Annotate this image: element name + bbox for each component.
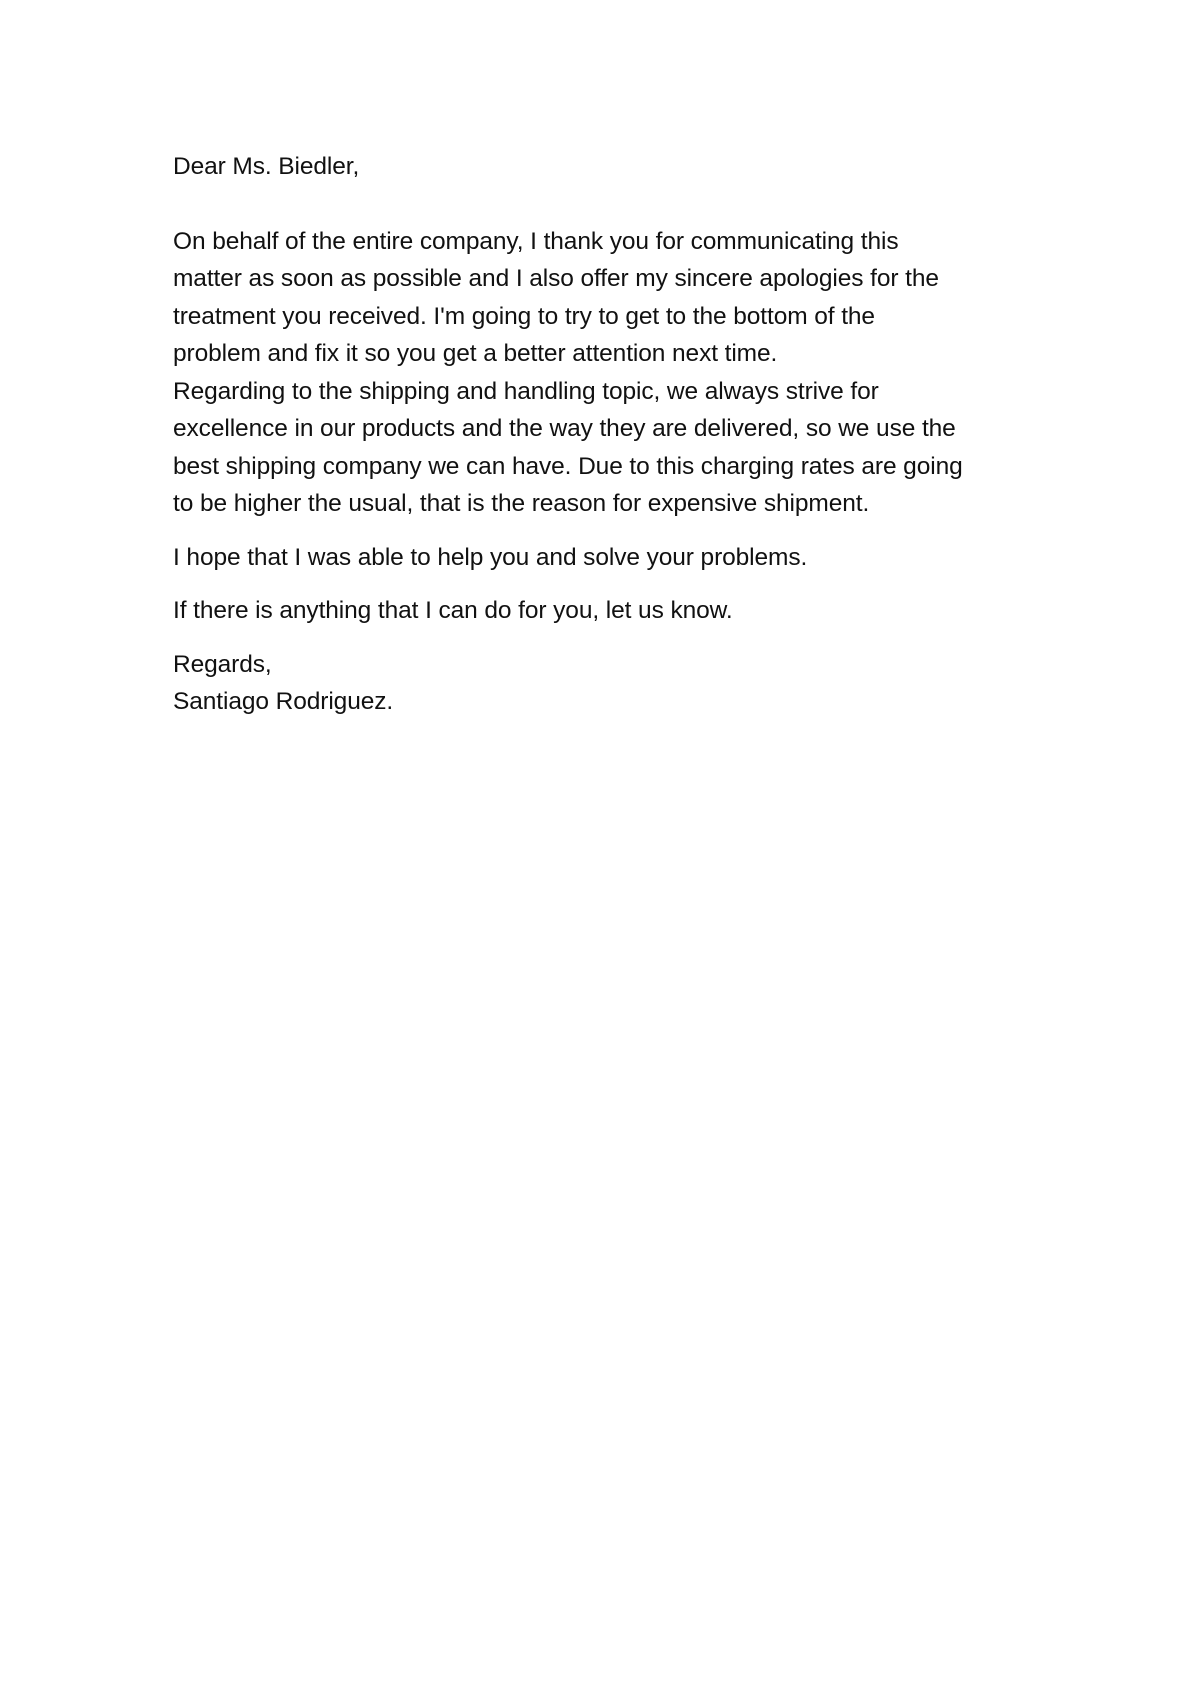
main-paragraph [173, 223, 1033, 523]
paragraph-line: Regarding to the shipping and handling topic, we always strive for [173, 377, 879, 405]
paragraph-line: On behalf of the entire company, I thank you for communicating this [173, 227, 899, 255]
salutation: Dear Ms. Biedler, [173, 153, 360, 180]
letter-body [173, 148, 1033, 721]
paragraph-line: best shipping company we can have. Due to this charging rates are going [173, 452, 963, 480]
signature-name: Santiago Rodriguez. [173, 688, 394, 715]
offer-paragraph: If there is anything that I can do for you, let us know. [173, 597, 733, 624]
closing-text: Regards, [173, 650, 272, 678]
paragraph-line: matter as soon as possible and I also offer my sincere apologies for the [173, 265, 939, 292]
paragraph-line: to be higher the usual, that is the reason for expensive shipment. [173, 490, 870, 517]
paragraph-line: problem and fix it so you get a better attention next time. [173, 340, 778, 367]
paragraph-line: excellence in our products and the way they are delivered, so we use the [173, 415, 956, 442]
hope-paragraph: I hope that I was able to help you and solve your problems. [173, 543, 808, 571]
paragraph-line: treatment you received. I'm going to try to get to the bottom of the [173, 302, 875, 330]
